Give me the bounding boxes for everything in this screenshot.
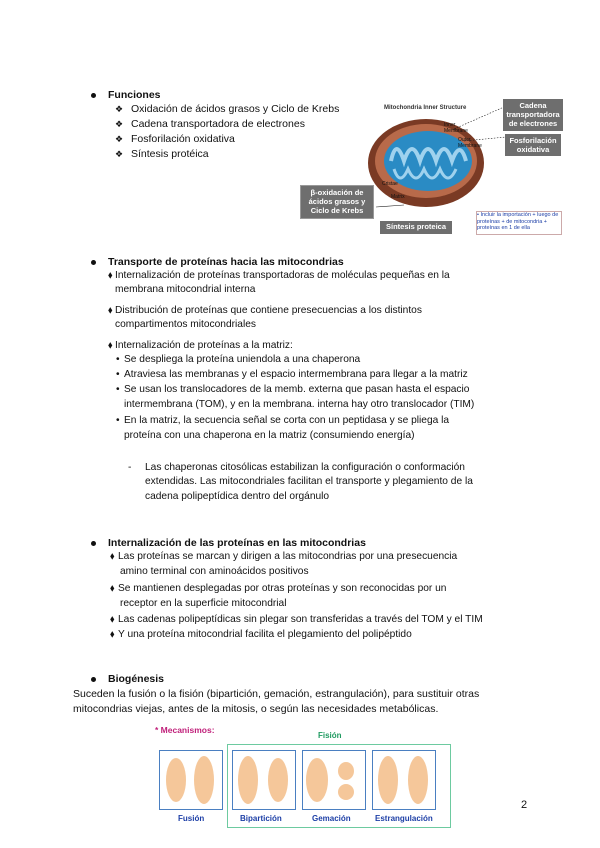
paragraph-line: membrana mitocondrial interna xyxy=(115,284,256,295)
mito-cell xyxy=(268,758,288,802)
small-bullet-icon: ⬧ xyxy=(108,305,113,316)
bullet xyxy=(91,677,96,682)
paragraph-line: Y una proteína mitocondrial facilita el plegamiento del polipéptido xyxy=(118,629,412,640)
callout-fosforilacion: Fosforilación oxidativa xyxy=(505,134,561,156)
mechanism-label: Gemación xyxy=(312,814,351,823)
step-bullet: • xyxy=(116,369,120,380)
diamond-icon: ❖ xyxy=(115,104,124,114)
small-bullet-icon: ⬧ xyxy=(110,583,115,594)
funciones-item: Síntesis protéica xyxy=(131,148,209,160)
label-matrix: Matrix xyxy=(391,194,405,200)
mito-cell xyxy=(306,758,328,802)
label-cristae: Cristae xyxy=(382,181,398,187)
paragraph-line: Internalización de proteínas transportadoras de moléculas pequeñas en la xyxy=(115,270,450,281)
dash-bullet: - xyxy=(128,462,132,473)
small-bullet-icon: ⬧ xyxy=(108,340,113,351)
mechanism-label: Estrangulación xyxy=(375,814,433,823)
small-bullet-icon: ⬧ xyxy=(110,551,115,562)
mitochondria-figure xyxy=(296,97,568,237)
bullet xyxy=(91,541,96,546)
paragraph-line: Internalización de proteínas a la matriz: xyxy=(115,340,293,351)
mito-cell xyxy=(378,756,398,804)
step-line: Atraviesa las membranas y el espacio intermembrana para llegar a la matriz xyxy=(124,369,468,380)
callout-sintesis: Síntesis proteica xyxy=(380,221,452,234)
mechanism-label: Bipartición xyxy=(240,814,282,823)
biogenesis-text: mitocondrias viejas, antes de la mitosis, o según las necesidades metabólicas. xyxy=(73,703,439,715)
small-bullet-icon: ⬧ xyxy=(108,270,113,281)
paragraph-line: Distribución de proteínas que contiene presecuencias a los distintos xyxy=(115,305,422,316)
funciones-title: Funciones xyxy=(108,89,161,101)
small-bullet-icon: ⬧ xyxy=(110,629,115,640)
biogenesis-title: Biogénesis xyxy=(108,673,165,685)
diamond-icon: ❖ xyxy=(115,149,124,159)
mito-cell xyxy=(408,756,428,804)
mito-cell xyxy=(238,756,258,804)
paragraph-line: Se mantienen desplegadas por otras proteínas y son reconocidas por un xyxy=(118,583,447,594)
callout-cadena: Cadena transportadora de electrones xyxy=(503,99,563,131)
mito-cell xyxy=(338,784,354,800)
paragraph-line: amino terminal con aminoácidos positivos xyxy=(120,566,309,577)
note-line: Las chaperonas citosólicas estabilizan la configuración o conformación xyxy=(145,462,465,473)
paragraph-line: Las proteínas se marcan y dirigen a las mitocondrias por una presecuencia xyxy=(118,551,458,562)
callout-beta-oxidacion: β-oxidación de ácidos grasos y Ciclo de Krebs xyxy=(300,185,374,219)
fision-label: Fisión xyxy=(318,731,342,740)
step-line: intermembrana (TOM), y en la membrana. interna hay otro translocador (TIM) xyxy=(124,399,475,410)
step-line: Se despliega la proteína uniendola a una chaperona xyxy=(124,354,361,365)
paragraph-line: receptor en la superficie mitocondrial xyxy=(120,598,287,609)
funciones-item: Oxidación de ácidos grasos y Ciclo de Krebs xyxy=(131,103,340,115)
biogenesis-text: Suceden la fusión o la fisión (bipartición, gemación, estrangulación), para sustituir otras xyxy=(73,688,480,700)
diamond-icon: ❖ xyxy=(115,134,124,144)
step-bullet: • xyxy=(116,354,120,365)
mito-cell xyxy=(338,762,354,780)
paragraph-line: Las cadenas polipeptídicas sin plegar son transferidas a través del TOM y el TIM xyxy=(118,614,483,625)
step-bullet: • xyxy=(116,415,120,426)
mechanism-label: Fusión xyxy=(178,814,205,823)
label-inner-membrane: Inner Membrane xyxy=(444,122,468,134)
note-line: cadena polipeptídica dentro del orgánulo xyxy=(145,491,330,502)
transporte-title: Transporte de proteínas hacia las mitocondrias xyxy=(108,256,344,268)
note-line: extendidas. Las mitocondriales facilitan el transporte y plegamiento de la xyxy=(145,476,473,487)
step-line: Se usan los translocadores de la memb. externa que pasan hasta el espacio xyxy=(124,384,470,395)
mito-cell xyxy=(194,756,214,804)
small-bullet-icon: ⬧ xyxy=(110,614,115,625)
mecanismos-label: * Mecanismos: xyxy=(155,725,215,735)
bullet xyxy=(91,93,96,98)
bullet xyxy=(91,260,96,265)
internalizacion-title: Internalización de las proteínas en las mitocondrias xyxy=(108,537,366,549)
figure-heading: Mitochondria Inner Structure xyxy=(384,105,467,111)
funciones-item: Cadena transportadora de electrones xyxy=(131,118,305,130)
handwritten-note: • Incluir la importación + luego de proteínas + de mitocondria + proteínas en 1 de ella xyxy=(476,211,562,235)
label-outer-membrane: Outer Membrane xyxy=(458,137,482,149)
step-line: proteína con una chaperona en la matriz (consumiendo energía) xyxy=(124,430,415,441)
step-line: En la matriz, la secuencia señal se corta con un peptidasa y se pliega la xyxy=(124,415,450,426)
diamond-icon: ❖ xyxy=(115,119,124,129)
funciones-item: Fosforilación oxidativa xyxy=(131,133,235,145)
paragraph-line: compartimentos mitocondriales xyxy=(115,319,256,330)
page-number: 2 xyxy=(521,799,528,811)
step-bullet: • xyxy=(116,384,120,395)
mito-cell xyxy=(166,758,186,802)
